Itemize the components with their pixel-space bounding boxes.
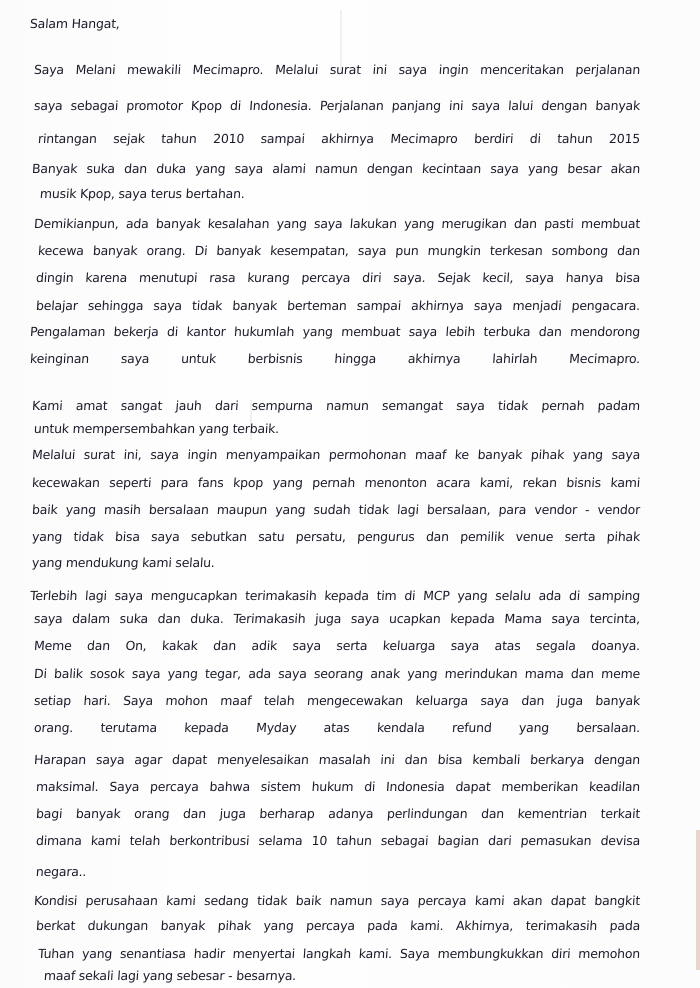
letter-line: orang. terutama kepada Myday atas kendala refund yang bersalaan.	[33, 720, 641, 735]
paper-crease	[340, 10, 342, 70]
letter-line: kecewa banyak orang. Di banyak kesempatan, saya pun mungkin terkesan sombong dan	[37, 243, 641, 258]
letter-line: Pengalaman bekerja di kantor hukumlah yang membuat saya lebih terbuka dan mendorong	[29, 324, 641, 339]
letter-line: rintangan sejak tahun 2010 sampai akhirnya Mecimapro berdiri di tahun 2015	[37, 131, 641, 146]
letter-line: setiap hari. Saya mohon maaf telah mengecewakan keluarga saya dan juga banyak	[33, 693, 641, 708]
letter-line: saya dalam suka dan duka. Terimakasih juga saya ucapkan kepada Mama saya tercinta,	[33, 611, 641, 626]
paper-edge-shadow	[696, 830, 700, 970]
letter-line: dimana kami telah berkontribusi selama 10 tahun sebagai bagian dari pemasukan devisa	[35, 833, 641, 848]
letter-line: Salam Hangat,	[29, 16, 121, 31]
letter-line: Harapan saya agar dapat menyelesaikan masalah ini dan bisa kembali berkarya dengan	[33, 752, 641, 767]
letter-line: kecewakan seperti para fans kpop yang pernah menonton acara kami, rekan bisnis kami	[31, 475, 641, 490]
letter-line: keinginan saya untuk berbisnis hingga akhirnya lahirlah Mecimapro.	[29, 351, 641, 366]
letter-line: yang mendukung kami selalu.	[31, 555, 216, 570]
letter-line: maksimal. Saya percaya bahwa sistem hukum di Indonesia dapat memberikan keadilan	[35, 779, 641, 794]
letter-line: baik yang masih bersalaan maupun yang sudah tidak lagi bersalaan, para vendor - vendor	[31, 502, 641, 517]
letter-line: Kondisi perusahaan kami sedang tidak baik namun saya percaya kami akan dapat bangkit	[33, 893, 641, 908]
letter-line: Meme dan On, kakak dan adik saya serta keluarga saya atas segala doanya.	[33, 638, 641, 653]
letter-line: untuk mempersembahkan yang terbaik.	[33, 421, 280, 436]
letter-line: Demikianpun, ada banyak kesalahan yang saya lakukan yang merugikan dan pasti membuat	[33, 216, 641, 231]
letter-line: Terlebih lagi saya mengucapkan terimakasih kepada tim di MCP yang selalu ada di samping	[29, 588, 641, 603]
letter-line: Banyak suka dan duka yang saya alami namun dengan kecintaan saya yang besar akan	[31, 161, 641, 176]
letter-line: Di balik sosok saya yang tegar, ada saya seorang anak yang merindukan mama dan meme	[33, 666, 641, 681]
letter-line: bagi banyak orang dan juga berharap adanya perlindungan dan kementrian terkait	[35, 806, 641, 821]
letter-line: musik Kpop, saya terus bertahan.	[39, 186, 246, 201]
letter-line: Saya Melani mewakili Mecimapro. Melalui surat ini saya ingin menceritakan perjalanan	[33, 62, 641, 77]
letter-line: Tuhan yang senantiasa hadir menyertai langkah kami. Saya membungkukkan diri memohon	[37, 946, 641, 961]
letter-line: yang tidak bisa saya sebutkan satu persatu, pengurus dan pemilik venue serta pihak	[31, 529, 641, 544]
letter-line: saya sebagai promotor Kpop di Indonesia. Perjalanan panjang ini saya lalui dengan banyak	[33, 98, 641, 113]
letter-line: Kami amat sangat jauh dari sempurna namun semangat saya tidak pernah padam	[31, 398, 641, 413]
letter-line: belajar sehingga saya tidak banyak berteman sampai akhirnya saya menjadi pengacara.	[35, 298, 641, 313]
letter-line: berkat dukungan banyak pihak yang percaya pada kami. Akhirnya, terimakasih pada	[35, 918, 641, 933]
letter-line: negara..	[35, 864, 87, 879]
letter-line: maaf sekali lagi yang sebesar - besarnya.	[43, 968, 297, 983]
letter-line: Melalui surat ini, saya ingin menyampaikan permohonan maaf ke banyak pihak yang saya	[31, 447, 641, 462]
letter-line: dingin karena menutupi rasa kurang percaya diri saya. Sejak kecil, saya hanya bisa	[35, 270, 641, 285]
